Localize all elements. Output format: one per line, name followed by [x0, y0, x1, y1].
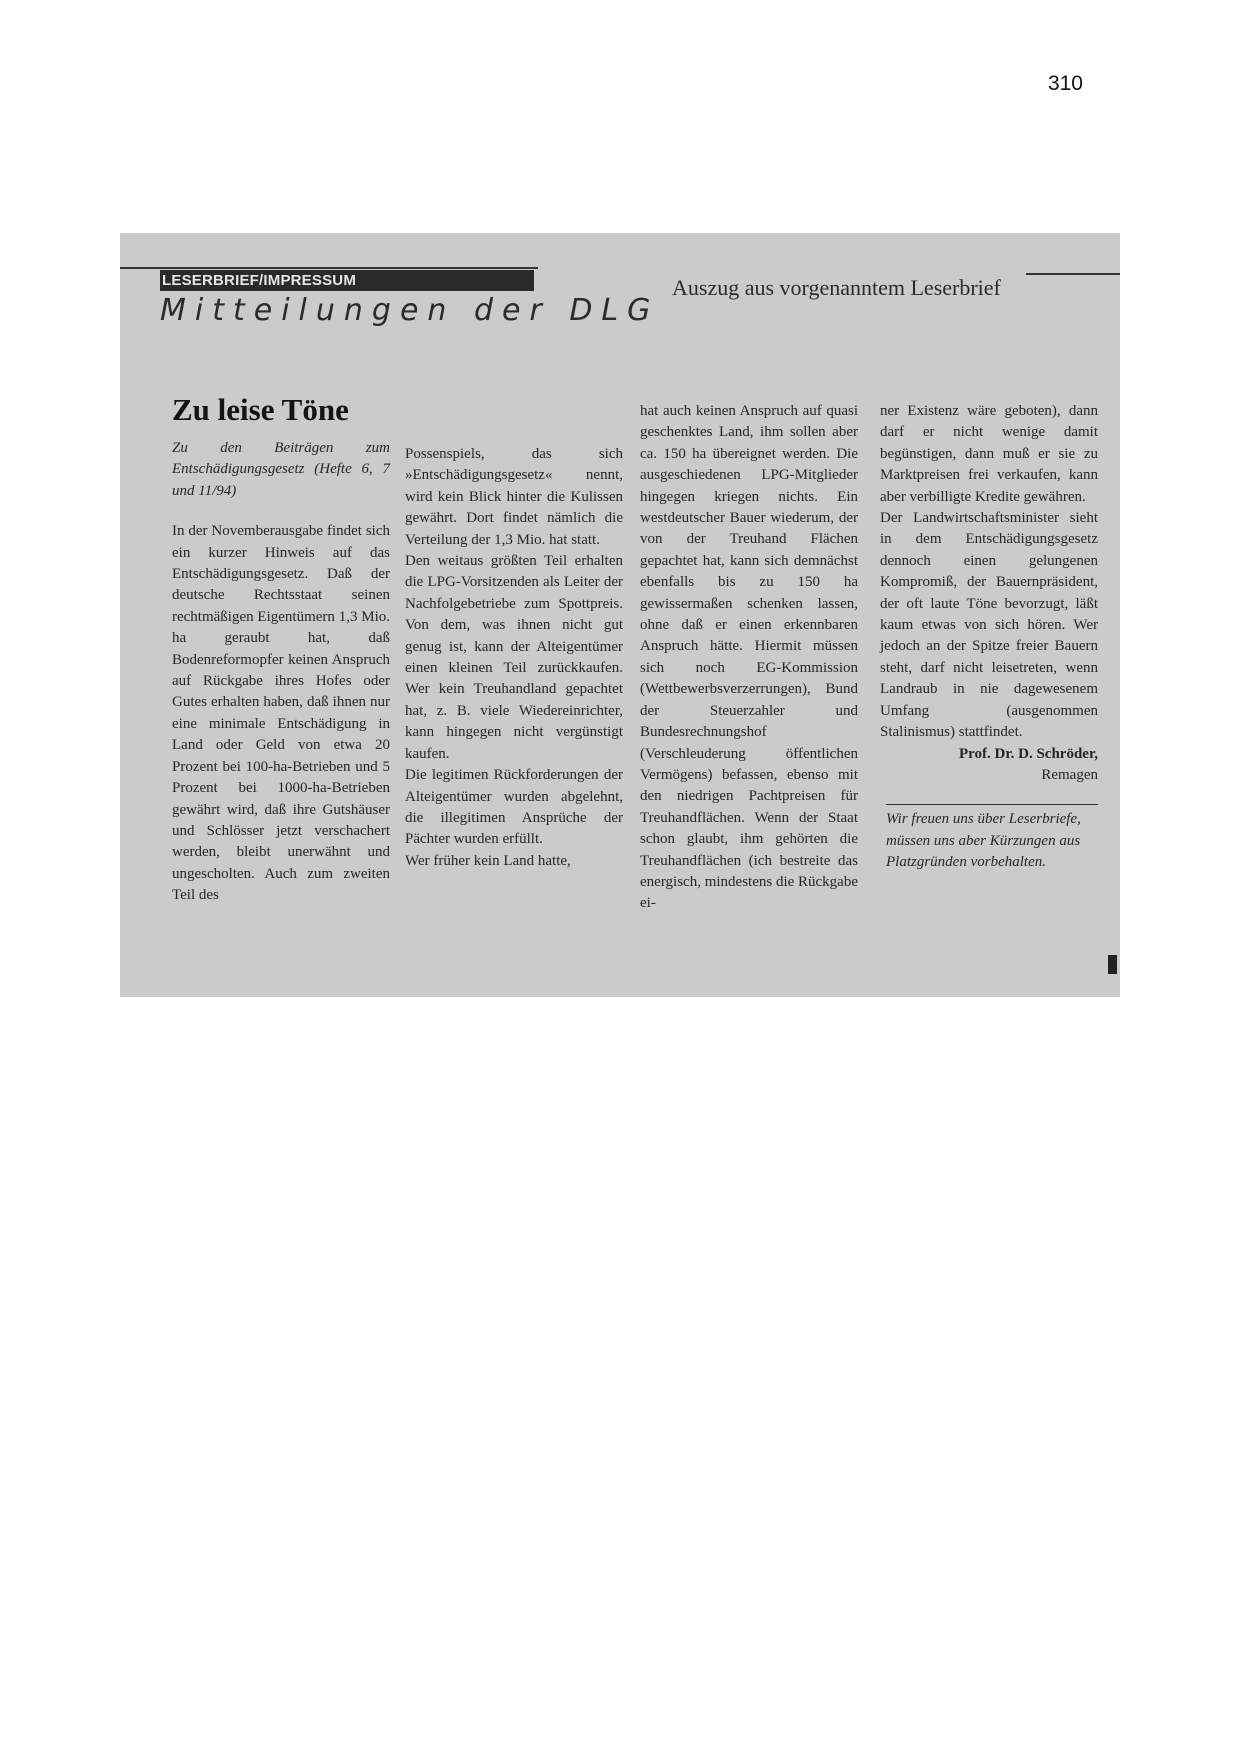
header-rule-left — [120, 267, 538, 269]
excerpt-note: Auszug aus vorgenanntem Leserbrief — [672, 275, 1001, 300]
column-4-paragraph-1: ner Existenz wäre geboten), dann darf er nicht wenige damit begünstigen, dann muß er sie zu Marktpreisen frei verkaufen, kann aber verbilligte Kredite gewähren. — [880, 403, 1098, 505]
column-2-paragraph-2: Den weitaus größten Teil erhalten die LPG-Vorsitzenden als Leiter der Nachfolgebetriebe zum Spottpreis. Von dem, was ihnen nicht gut genug ist, kann der Alteigentümer einen kleinen Teil zurückkaufen. Wer kein Treuhandland gepachtet hat, z. B. viele Wiedereinrichter, kann hingegen nicht vergünstigt kaufen. — [405, 553, 623, 762]
article-column-3 — [640, 401, 858, 915]
page-number: 310 — [1047, 72, 1083, 95]
handwritten-source-note: Mitteilungen der DLG — [160, 293, 660, 328]
author-signature: Prof. Dr. D. Schröder, — [958, 745, 1098, 762]
column-2-paragraph-1: Possenspiels, das sich »Entschädigungsgesetz« nennt, wird kein Blick hinter die Kulissen gewährt. Dort findet nämlich die Verteilung der 1,3 Mio. hat statt. — [405, 446, 623, 548]
editor-note: Wir freuen uns über Leserbriefe, müssen uns aber Kürzungen aus Platzgründen vorbehalten. — [886, 811, 1081, 871]
article-column-4 — [880, 401, 1098, 874]
column-1-text: In der Novemberausgabe findet sich ein kurzer Hinweis auf das Entschädigungsgesetz. Daß der deutsche Rechtsstaat seinen rechtmäßigen Eigentümern 1,3 Mio. ha geraubt hat, daß Bodenreformopfer keinen Anspruch auf Rückgabe ihres Hofes oder Gutes erhalten haben, daß ihnen nur eine minimale Entschädigung in Land oder Geld von etwa 20 Prozent bei 100-ha-Betrieben und 5 Prozent bei 1000-ha-Betrieben gewährt wird, daß ihre Gutshäuser und Schlösser jetzt verschachert werden, bleibt unerwähnt und ungescholten. Auch zum zweiten Teil des — [172, 523, 390, 904]
article-column-2 — [405, 444, 623, 872]
column-3-text: hat auch keinen Anspruch auf quasi geschenktes Land, ihm sollen aber ca. 150 ha übereignet werden. Die ausgeschiedenen LPG-Mitglieder hingegen kriegen nichts. Ein westdeutscher Bauer wiederum, der von der Treuhand Flächen gepachtet hat, kann sich demnächst ebenfalls bis zu 150 ha gewissermaßen schenken lassen, ohne daß er einen erkennbaren Anspruch hätte. Hiermit müssen sich noch EG-Kommission (Wettbewerbsverzerrungen), Bund der Steuerzahler und Bundesrechnungshof (Verschleuderung öffentlichen Vermögens) befassen, ebenso mit den niedrigen Pachtpreisen für Treuhandflächen. Wenn der Staat schon glaubt, ihm gehörten die Treuhandflächen (ich bestreite das energisch, mindestens die Rückgabe ei- — [640, 403, 858, 912]
article-lead: Zu den Beiträgen zum Entschädigungsgesetz (Hefte 6, 7 und 11/94) — [172, 440, 390, 499]
column-2-paragraph-3: Die legitimen Rückforderungen der Alteigentümer wurden abgelehnt, die illegitimen Ansprüche der Pächter wurden erfüllt. — [405, 767, 623, 848]
newspaper-clipping — [120, 233, 1120, 997]
editor-note-rule — [886, 804, 1098, 805]
rubric-label: LESERBRIEF/IMPRESSUM — [162, 272, 357, 289]
header-rule-right — [1026, 273, 1120, 275]
article-column-1 — [172, 438, 390, 907]
author-place: Remagen — [1041, 766, 1098, 783]
column-2-paragraph-4: Wer früher kein Land hatte, — [405, 852, 571, 869]
column-4-paragraph-2: Der Landwirtschaftsminister sieht in dem Entschädigungsgesetz dennoch einen gelungenen Kompromiß, der Bauernpräsident, der oft laute Töne bevorzugt, läßt kaum etwas von sich hören. Wer jedoch an der Spitze freier Bauern steht, darf nicht leisetreten, wenn Landraub in nie dagewesenem Umfang (ausgenommen Stalinismus) stattfindet. — [880, 510, 1098, 741]
article-headline: Zu leise Töne — [172, 392, 349, 427]
scan-edge-mark — [1108, 955, 1117, 974]
